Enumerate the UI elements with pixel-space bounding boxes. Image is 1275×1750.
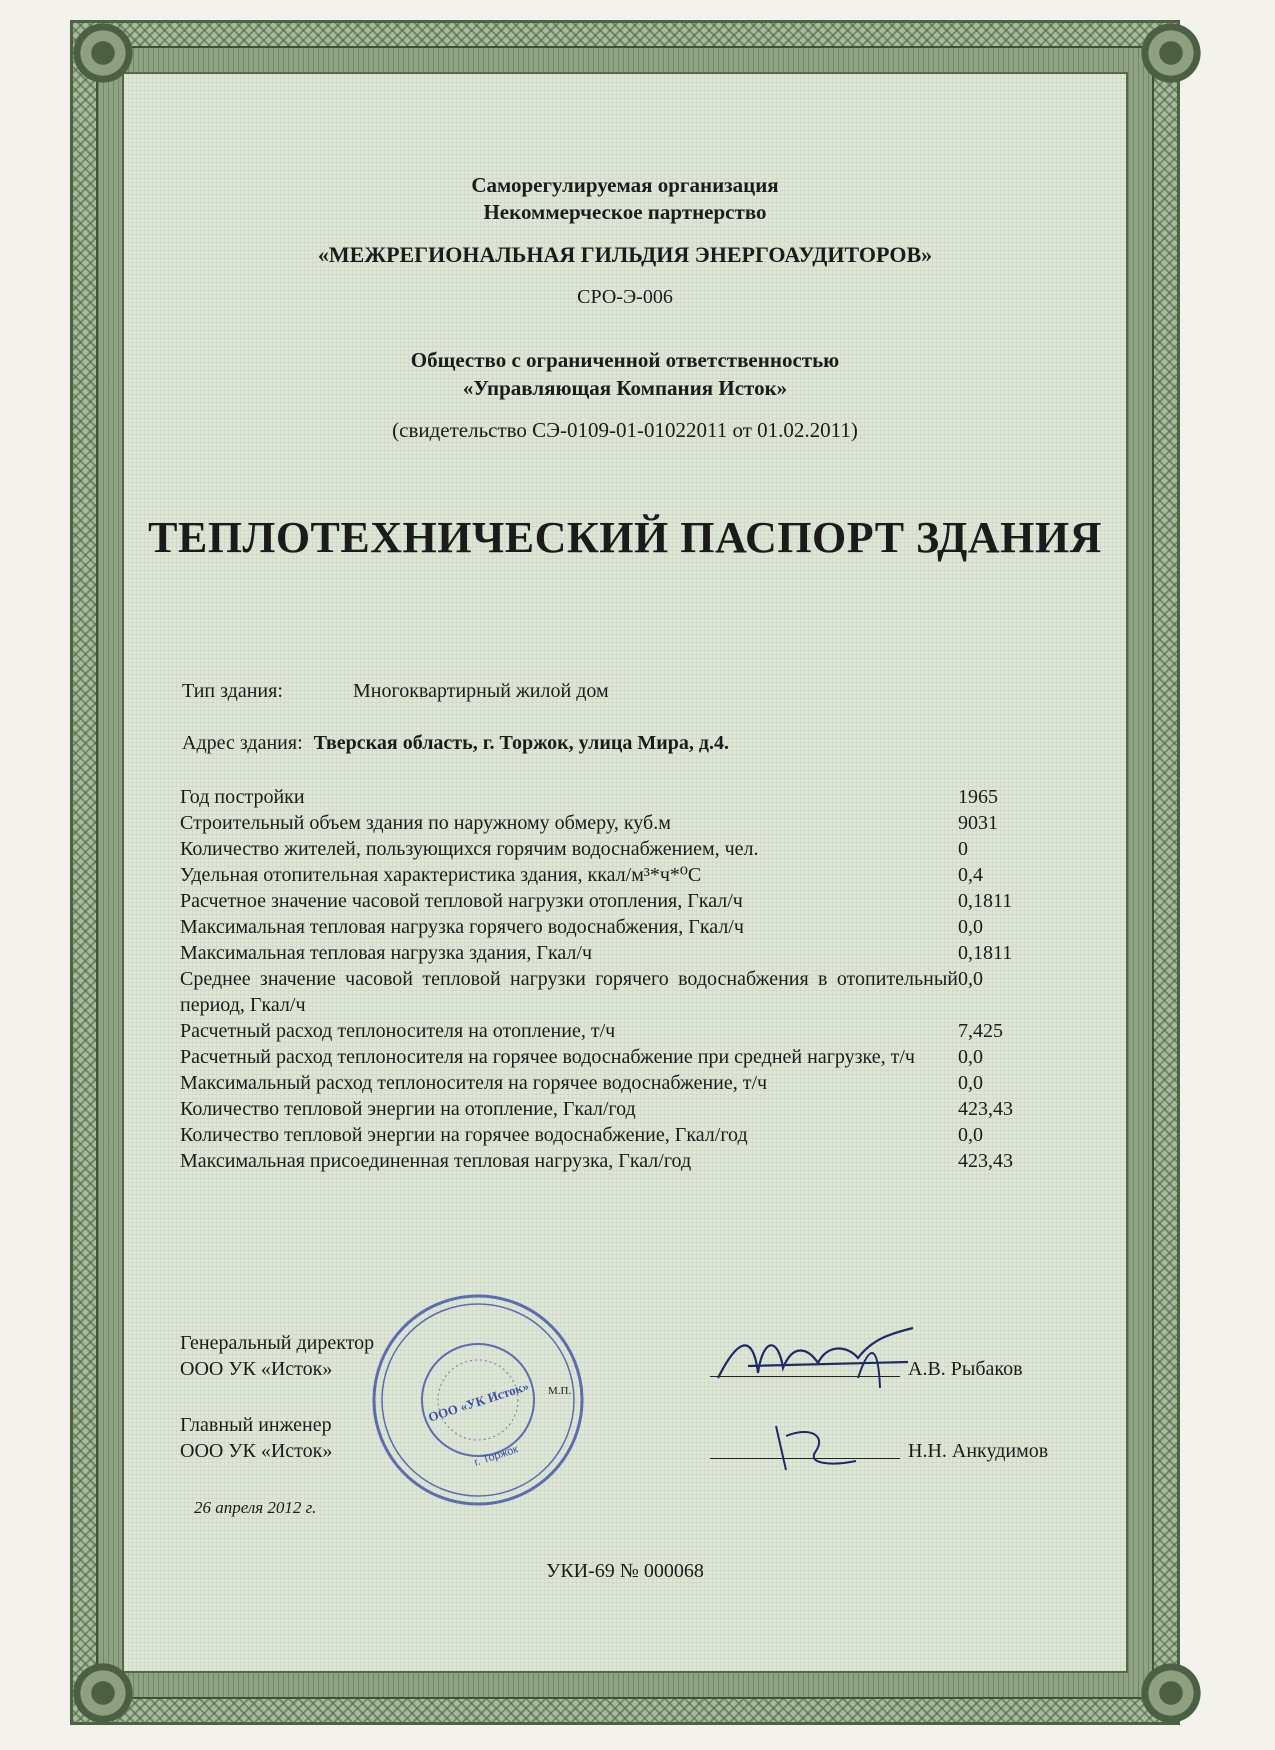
corner-ornament-icon xyxy=(58,1648,148,1738)
stamp-city-text: г. Торжок xyxy=(472,1443,520,1469)
parameter-value: 7,425 xyxy=(958,1020,1003,1042)
parameter-value: 0,1811 xyxy=(958,942,1013,964)
company-header xyxy=(122,346,1128,402)
company-stamp-icon xyxy=(368,1290,588,1510)
parameter-value: 9031 xyxy=(958,812,998,834)
parameter-value: 0,0 xyxy=(958,968,983,990)
serial-number: УКИ-69 № 000068 xyxy=(546,1560,704,1582)
document-date: 26 апреля 2012 г. xyxy=(194,1498,317,1517)
parameter-value: 0,0 xyxy=(958,916,983,938)
parameter-value: 423,43 xyxy=(958,1098,1013,1120)
stamp-center-text: ООО «УК Исток» xyxy=(426,1378,531,1425)
building-type-value: Многоквартирный жилой дом xyxy=(353,680,609,702)
parameter-label: Расчетное значение часовой тепловой нагрузки отопления, Гкал/ч xyxy=(180,890,743,912)
parameter-value: 0,0 xyxy=(958,1124,983,1146)
guild-name: «МЕЖРЕГИОНАЛЬНАЯ ГИЛЬДИЯ ЭНЕРГОАУДИТОРОВ» xyxy=(317,242,933,267)
corner-ornament-icon xyxy=(58,8,148,98)
parameter-label: Максимальная тепловая нагрузка горячего водоснабжения, Гкал/ч xyxy=(180,916,744,938)
corner-ornament-icon xyxy=(1126,8,1216,98)
parameter-label: Год постройки xyxy=(180,786,305,808)
director-signature-icon xyxy=(708,1318,928,1398)
parameter-row xyxy=(180,862,1080,888)
engineer-title: Главный инженер xyxy=(180,1414,332,1436)
building-address-label: Адрес здания: xyxy=(182,732,303,754)
parameter-label: Количество жителей, пользующихся горячим водоснабжением, чел. xyxy=(180,838,759,860)
parameter-value: 0,1811 xyxy=(958,890,1013,912)
parameter-label: Расчетный расход теплоносителя на отопление, т/ч xyxy=(180,1020,616,1042)
parameter-row xyxy=(180,914,1080,940)
engineer-block xyxy=(180,1412,332,1464)
parameter-row xyxy=(180,810,1080,836)
parameters-table xyxy=(180,784,1080,1174)
parameter-label: Удельная отопительная характеристика здания, ккал/м³*ч*⁰С xyxy=(180,864,702,886)
parameter-value: 0,0 xyxy=(958,1072,983,1094)
company-line-1: Общество с ограниченной ответственностью xyxy=(410,348,840,372)
corner-ornament-icon xyxy=(1126,1648,1216,1738)
parameter-label: Максимальный расход теплоносителя на горячее водоснабжение, т/ч xyxy=(180,1072,768,1094)
parameter-label: Количество тепловой энергии на горячее водоснабжение, Гкал/год xyxy=(180,1124,748,1146)
parameter-label: Максимальная присоединенная тепловая нагрузка, Гкал/год xyxy=(180,1150,692,1172)
parameter-row xyxy=(180,1096,1080,1122)
parameter-row xyxy=(180,1044,1080,1070)
building-address-value: Тверская область, г. Торжок, улица Мира, д.4. xyxy=(313,732,730,754)
engineer-signature-icon xyxy=(756,1416,876,1472)
parameter-value: 0,4 xyxy=(958,864,983,886)
building-type-label: Тип здания: xyxy=(182,680,283,702)
parameter-value: 423,43 xyxy=(958,1150,1013,1172)
parameter-label: Количество тепловой энергии на отопление, Гкал/год xyxy=(180,1098,636,1120)
parameter-value: 1965 xyxy=(958,786,998,808)
parameter-label: Расчетный расход теплоносителя на горячее водоснабжение при средней нагрузке, т/ч xyxy=(180,1046,915,1068)
engineer-name: Н.Н. Анкудимов xyxy=(908,1440,1049,1462)
stamp-mp-label: М.П. xyxy=(548,1385,572,1397)
building-address-row xyxy=(182,732,729,755)
parameter-row xyxy=(180,1018,1080,1044)
parameter-row xyxy=(180,784,1080,810)
sro-code: СРО-Э-006 xyxy=(577,286,673,308)
parameter-label: Среднее значение часовой тепловой нагрузки горячего водоснабжения в отопительный период, Гкал/ч xyxy=(180,968,958,1016)
parameter-row xyxy=(180,1148,1080,1174)
engineer-org: ООО УК «Исток» xyxy=(180,1440,333,1462)
parameter-row xyxy=(180,888,1080,914)
org-line-2: Некоммерческое партнерство xyxy=(483,200,767,224)
company-line-2: «Управляющая Компания Исток» xyxy=(462,376,788,400)
org-line-1: Саморегулируемая организация xyxy=(471,173,779,197)
document-title: ТЕПЛОТЕХНИЧЕСКИЙ ПАСПОРТ ЗДАНИЯ xyxy=(148,513,1102,562)
director-org: ООО УК «Исток» xyxy=(180,1358,333,1380)
parameter-row xyxy=(180,836,1080,862)
parameter-row xyxy=(180,1070,1080,1096)
parameter-label: Максимальная тепловая нагрузка здания, Гкал/ч xyxy=(180,942,593,964)
certificate-reference: (свидетельство СЭ-0109-01-01022011 от 01.02.2011) xyxy=(392,418,858,442)
director-title: Генеральный директор xyxy=(180,1332,375,1354)
parameter-label: Строительный объем здания по наружному обмеру, куб.м xyxy=(180,812,671,834)
parameter-row xyxy=(180,940,1080,966)
director-name: А.В. Рыбаков xyxy=(908,1358,1023,1380)
parameter-value: 0 xyxy=(958,838,968,860)
director-block xyxy=(180,1330,374,1382)
parameter-row xyxy=(180,1122,1080,1148)
parameter-row xyxy=(180,966,1080,1018)
parameter-value: 0,0 xyxy=(958,1046,983,1068)
building-type-row xyxy=(182,680,609,703)
organization-header xyxy=(122,172,1128,226)
